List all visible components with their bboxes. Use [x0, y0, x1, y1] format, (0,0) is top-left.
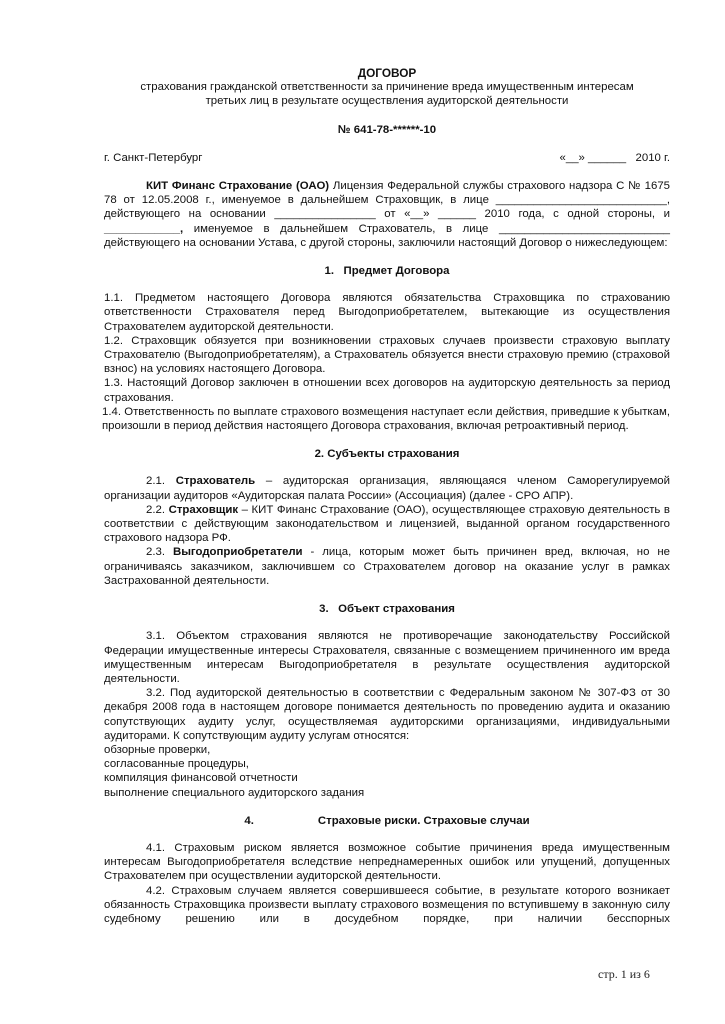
clause-1-4: 1.4. Ответственность по выплате страхового возмещения наступает если действия, приведшие к убыткам, произошли в период действия настоящего Договора страхования, включая ретроактивный период. — [102, 405, 670, 433]
contract-date: «__» ______ 2010 г. — [559, 151, 670, 164]
clause-1-1: 1.1. Предметом настоящего Договора являются обязательства Страховщика по страхованию ответственности Страхователя перед Выгодоприобретателем, вытекающие из осуществления Страхователем аудиторской деятельности. — [104, 292, 670, 333]
section-4-number: 4. — [244, 814, 254, 827]
contract-number: № 641-78-******-10 — [337, 123, 437, 136]
section-4-label: Страховые риски. Страховые случаи — [317, 814, 530, 827]
document-subtitle-line1: страхования гражданской ответственности за причинение вреда имущественным интересам — [140, 81, 634, 94]
list-item: обзорные проверки, — [104, 743, 211, 756]
clause-1-3: 1.3. Настоящий Договор заключен в отношении всех договоров на аудиторскую деятельность за период страхования. — [104, 377, 670, 404]
clause-number: 2.3. — [146, 546, 173, 559]
section-1-title: 1. Предмет Договора — [324, 265, 450, 278]
list-item: согласованные процедуры, — [104, 758, 249, 771]
preamble — [104, 179, 670, 250]
insured-blank: ____________, — [104, 222, 184, 235]
clause-term: Страхователь — [175, 475, 256, 488]
clause-term: Страховщик — [168, 503, 239, 516]
clause-term: Выгодоприобретатели — [172, 546, 303, 559]
clause-2-2 — [104, 503, 670, 546]
section-4-title — [104, 814, 670, 828]
document-body — [104, 66, 670, 926]
preamble-text-1: Лицензия Федеральной службы страхового надзора С № 1675 78 от 12.05.2008 г., именуемое в дальнейшем Страховщик, в лице ___________________________, действующего на основании ________________ от «__» ______ 2010 года, с одной стороны, и — [104, 180, 671, 221]
clause-4-2: 4.2. Страховым случаем является совершившееся событие, в результате которого возникает обязанность Страховщика произвести выплату страхового возмещения по вступившему в законную силу судебному решению или в досудебном порядке, при наличии бесспорных — [104, 884, 670, 925]
clause-4-1: 4.1. Страховым риском является возможное событие причинения вреда имущественным интересам Выгодоприобретателя вследствие непреднамеренных ошибок или упущений, допущенных Страхователем при осуществлении аудиторской деятельности. — [104, 841, 670, 883]
list-item: выполнение специального аудиторского задания — [104, 786, 365, 799]
section-2-title: 2. Субъекты страхования — [314, 448, 460, 461]
contract-city: г. Санкт-Петербург — [104, 151, 203, 164]
preamble-text-2: именуемое в дальнейшем Страхователь, в лице ___________________________ действующего на основании Устава, с другой стороны, заключили настоящий Договор о нижеследующем: — [104, 222, 670, 249]
clause-number: 2.2. — [146, 503, 169, 516]
clause-3-2: 3.2. Под аудиторской деятельностью в соответствии с Федеральным законом № 307-ФЗ от 30 декабря 2008 года в настоящем договоре понимается деятельность по проведению аудита и оказанию сопутствующих аудиту услуг, осуществляемая аудиторскими организациями, индивидуальными аудиторами. К сопутствующим аудиту услугам относятся: — [104, 687, 670, 742]
place-date-row — [104, 151, 670, 165]
clause-1-2: 1.2. Страховщик обязуется при возникновении страховых случаев произвести страховую выплату Страхователю (Выгодоприобретателям), а Страхователь обязуется внести страховую премию (страховой взнос) на условиях настоящего Договора. — [104, 334, 670, 376]
clause-number: 2.1. — [146, 475, 176, 488]
document-title: ДОГОВОР — [357, 66, 417, 80]
clause-2-1 — [104, 474, 670, 502]
clause-3-1: 3.1. Объектом страхования являются не противоречащие законодательству Российской Федерации имущественные интересы Страхователя, связанные с возмещением причиненного им вреда имущественным интересам Выгодоприобретателя в результате осуществления аудиторской деятельности. — [104, 630, 670, 685]
page-number: стр. 1 из 6 — [598, 967, 650, 981]
clause-text: – КИТ Финанс Страхование (ОАО), осуществляющее страховую деятельность в соответствии с действующим законодательством и лицензией, выданной органом государственного страхового надзора РФ. — [104, 503, 670, 545]
section-3-title: 3. Объект страхования — [319, 603, 455, 616]
insurer-name: КИТ Финанс Страхование (ОАО) — [146, 180, 330, 193]
clause-2-3 — [104, 545, 670, 588]
clause-text: - лица, которым может быть причинен вред, включая, но не ограничиваясь заказчиком, заключившем со Страхователем договор на оказание услуг в рамках Застрахованной деятельности. — [104, 546, 670, 587]
clause-text: – аудиторская организация, являющаяся членом Саморегулируемой организации аудиторов «Аудиторская палата России» (Ассоциация) (далее - СРО АПР). — [104, 475, 670, 502]
list-item: компиляция финансовой отчетности — [104, 772, 298, 785]
document-subtitle-line2: третьих лиц в результате осуществления аудиторской деятельности — [205, 95, 569, 108]
